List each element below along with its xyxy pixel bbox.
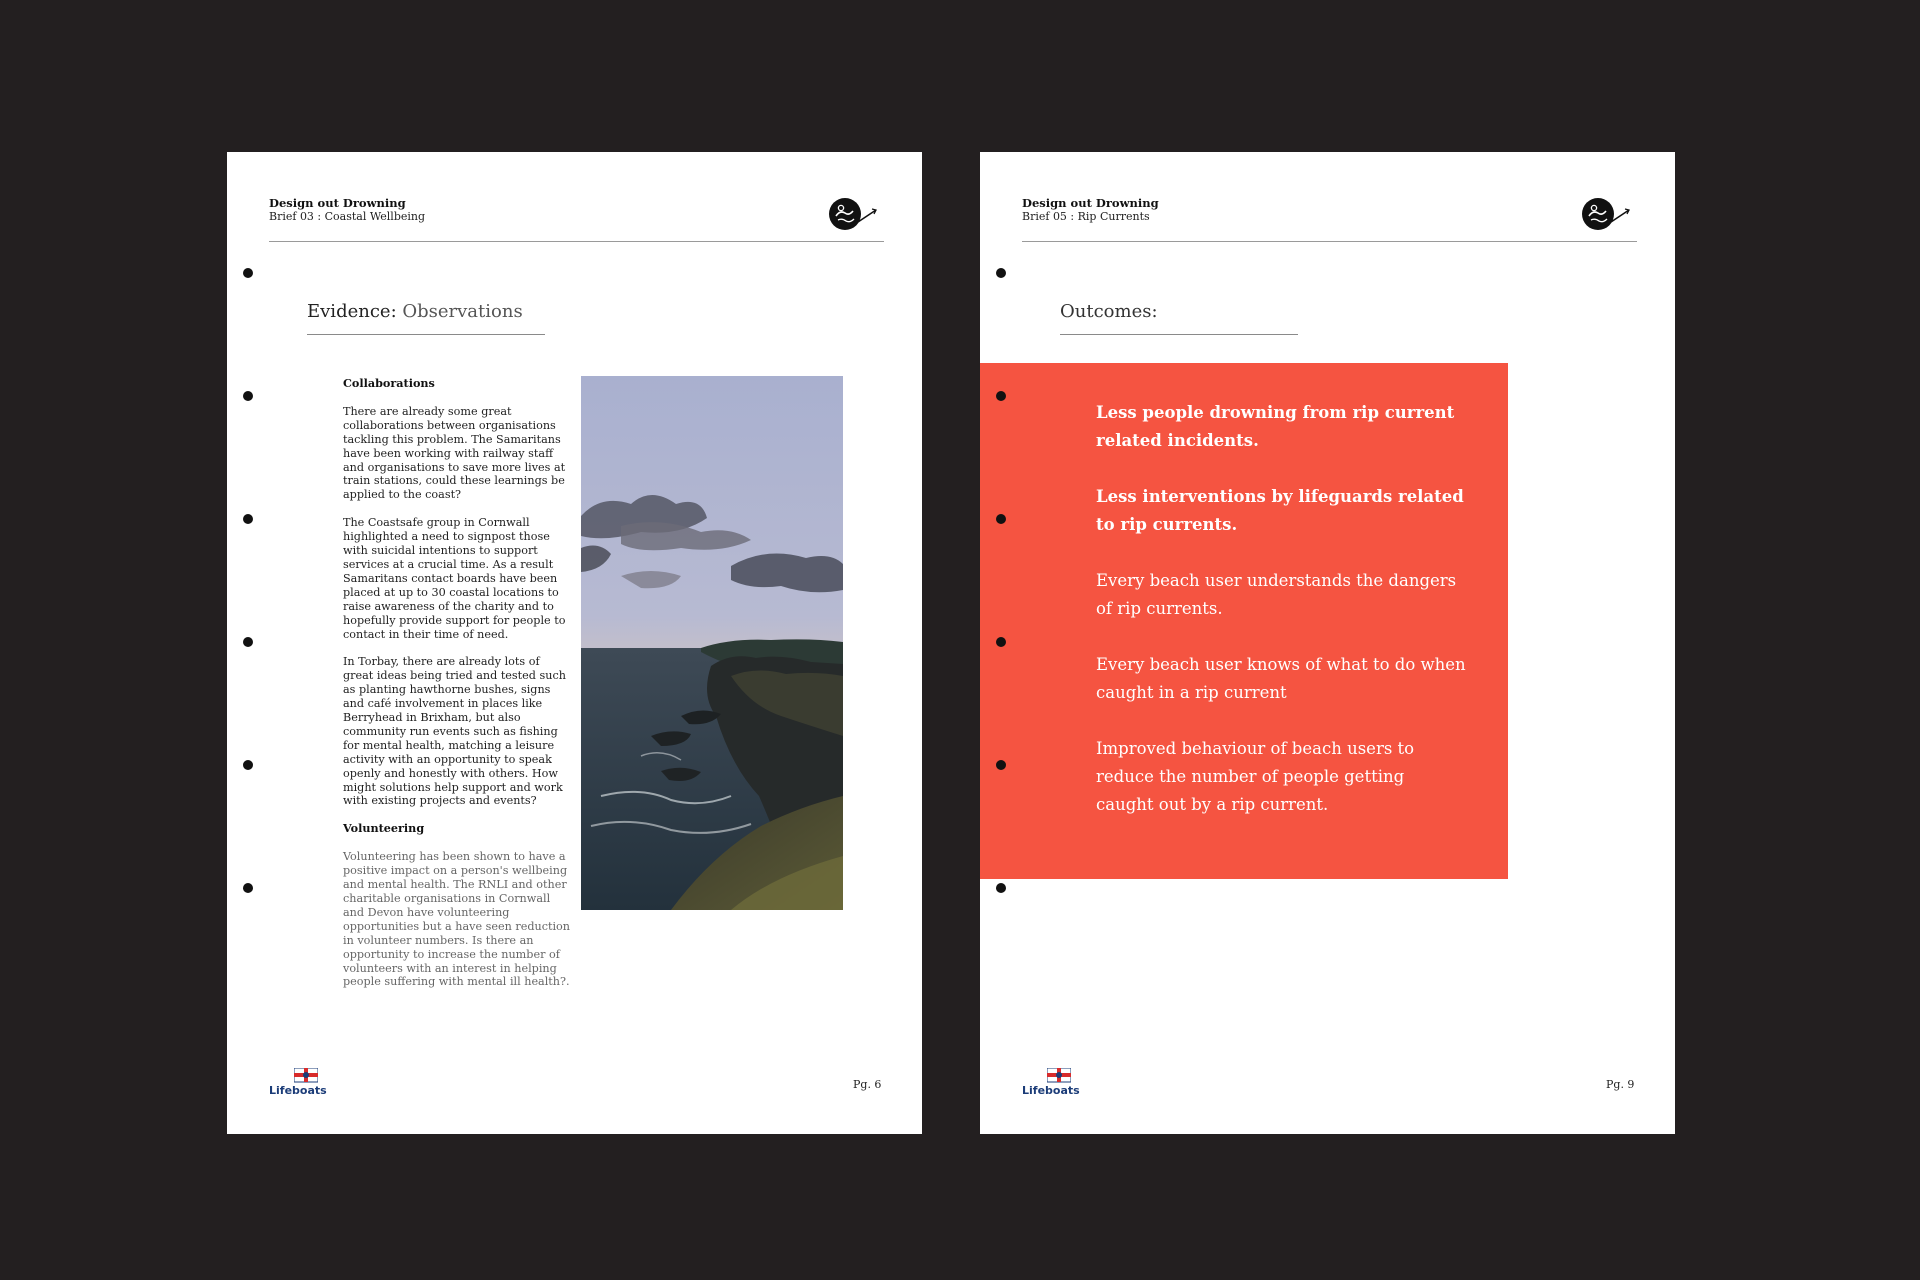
- section-title-light: Observations: [396, 301, 523, 322]
- outcome-item: Every beach user knows of what to do when caught in a rip current: [1096, 655, 1466, 702]
- header-title: Design out Drowning: [1022, 196, 1159, 210]
- body-column: [343, 377, 573, 1003]
- body-paragraph: Volunteering has been shown to have a positive impact on a person's wellbeing and mental health. The RNLI and other charitable organisations in Cornwall and Devon have volunteering opportunities but a have seen reduction in volunteer numbers. Is there an opportunity to increase the number of volunteers with an interest in helping people suffering with mental ill health?.: [343, 850, 570, 989]
- volunteering-heading: Volunteering: [343, 821, 425, 836]
- header-title: Design out Drowning: [269, 196, 406, 210]
- swimmer-circle-icon: [828, 196, 878, 232]
- outcome-item: Less interventions by lifeguards related to rip currents.: [1096, 487, 1464, 534]
- body-paragraph: In Torbay, there are already lots of great ideas being tried and tested such as planting hawthorne bushes, signs and café involvement in places like Berryhead in Brixham, but also community run events such as fishing for mental health, matching a leisure activity with an opportunity to speak openly and honestly with others. How might solutions help support and work with existing projects and events?: [343, 655, 566, 808]
- section-title-strong: Evidence:: [307, 301, 397, 322]
- binder-hole: [996, 760, 1006, 770]
- lifeboats-flag-icon: [294, 1068, 318, 1084]
- lifeboats-flag-icon: [1047, 1068, 1071, 1084]
- lifeboats-logo: [1022, 1068, 1078, 1100]
- body-paragraph: The Coastsafe group in Cornwall highlighted a need to signpost those with suicidal intentions to support services at a crucial time. As a result Samaritans contact boards have been placed at up to 30 coastal locations to raise awareness of the charity and to hopefully provide support for people to contact in their time of need.: [343, 516, 566, 641]
- collaborations-heading: Collaborations: [343, 376, 435, 390]
- coastal-cliffs-photo: [581, 376, 843, 910]
- binder-hole: [996, 883, 1006, 893]
- binder-hole: [243, 883, 253, 893]
- binder-hole: [243, 391, 253, 401]
- binder-hole: [243, 760, 253, 770]
- page-number: Pg. 6: [853, 1078, 882, 1091]
- lifeboats-logo-text: Lifeboats: [1022, 1084, 1080, 1097]
- binder-hole: [996, 268, 1006, 278]
- binder-hole: [243, 637, 253, 647]
- binder-hole: [996, 514, 1006, 524]
- page-number: Pg. 9: [1606, 1078, 1635, 1091]
- header-divider: [269, 241, 884, 242]
- binder-hole: [996, 637, 1006, 647]
- header-subtitle: Brief 03 : Coastal Wellbeing: [269, 210, 426, 223]
- section-title: [307, 301, 523, 323]
- binder-hole: [996, 391, 1006, 401]
- binder-hole: [243, 268, 253, 278]
- outcomes-list: [1096, 399, 1466, 847]
- outcome-item: Less people drowning from rip current related incidents.: [1096, 403, 1455, 450]
- document-page-9: [980, 152, 1675, 1134]
- outcome-item: Improved behaviour of beach users to reduce the number of people getting caught out by a rip current.: [1096, 739, 1415, 814]
- section-title: Outcomes:: [1060, 301, 1158, 322]
- header-subtitle: Brief 05 : Rip Currents: [1022, 210, 1150, 223]
- document-page-6: [227, 152, 922, 1134]
- lifeboats-logo: [269, 1068, 325, 1100]
- section-divider: [307, 334, 545, 335]
- binder-hole: [243, 514, 253, 524]
- body-paragraph: There are already some great collaborations between organisations tackling this problem. The Samaritans have been working with railway staff and organisations to save more lives at train stations, could these learnings be applied to the coast?: [343, 404, 566, 502]
- lifeboats-logo-text: Lifeboats: [269, 1084, 327, 1097]
- outcome-item: Every beach user understands the dangers of rip currents.: [1096, 571, 1457, 618]
- section-divider: [1060, 334, 1298, 335]
- swimmer-circle-icon: [1581, 196, 1631, 232]
- header-divider: [1022, 241, 1637, 242]
- outcomes-panel: [980, 363, 1508, 879]
